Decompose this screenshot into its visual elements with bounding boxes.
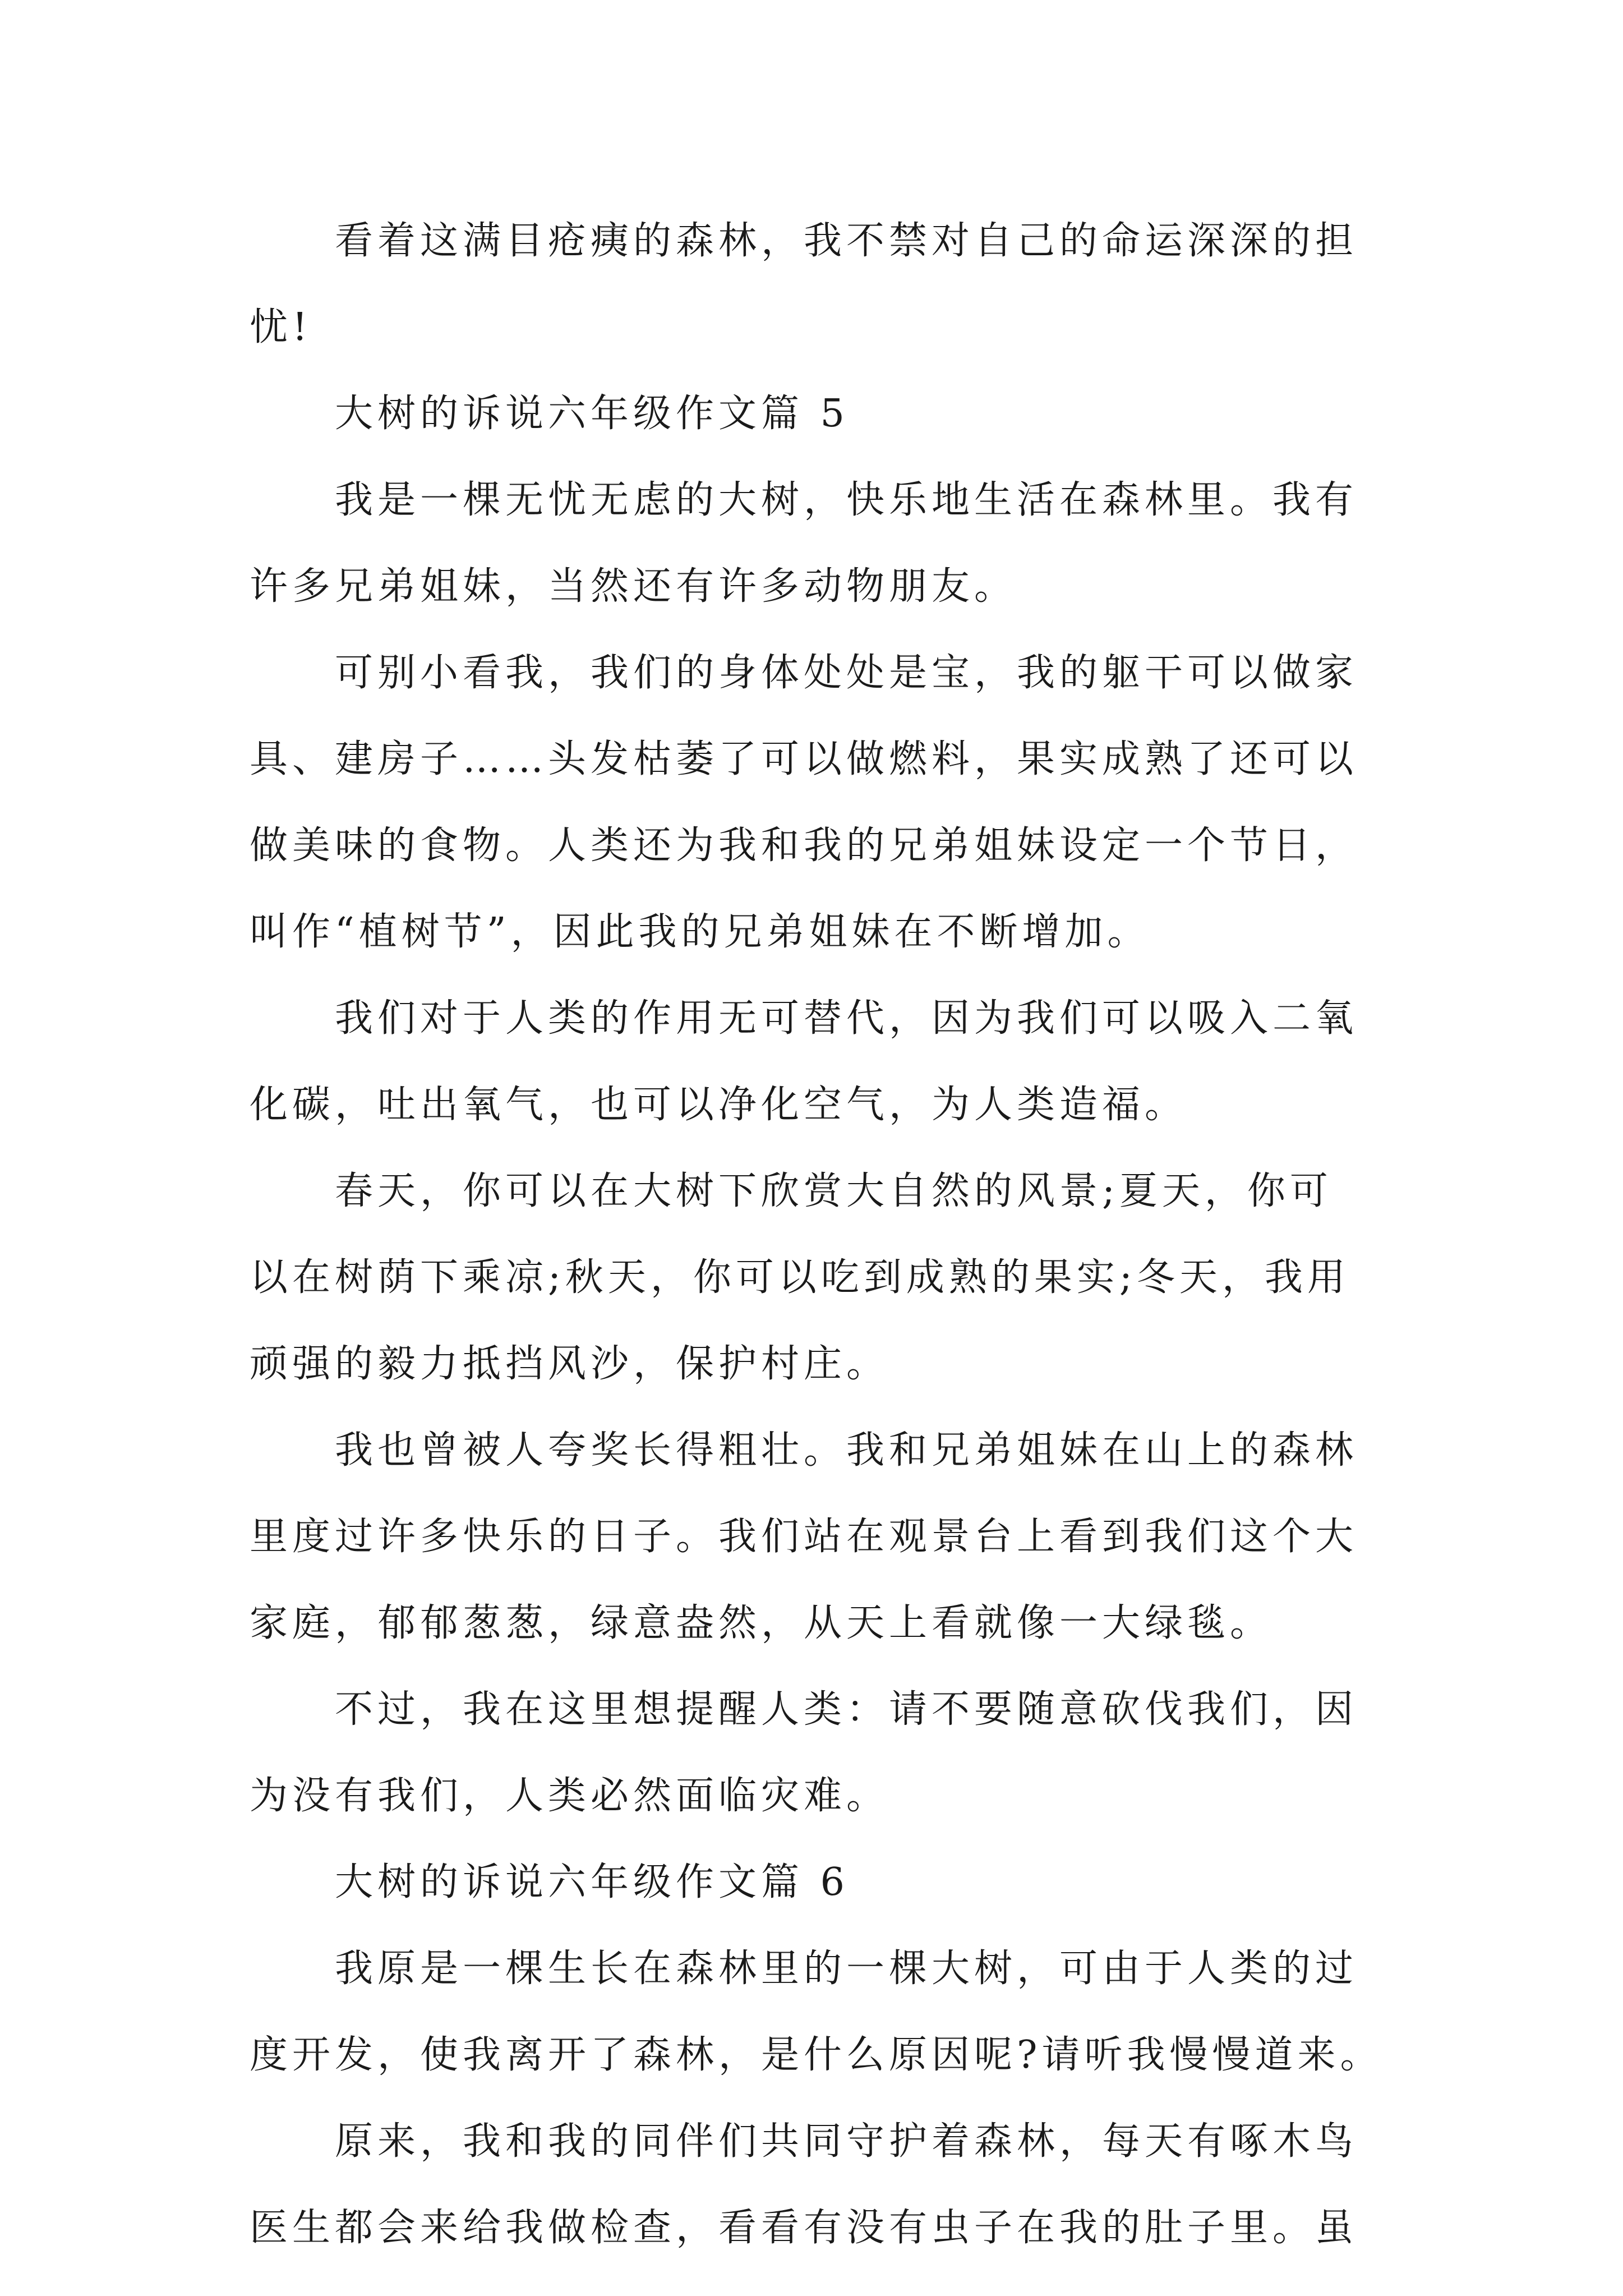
text-line: 里度过许多快乐的日子。我们站在观景台上看到我们这个大: [250, 1515, 1358, 1559]
text-line: 忧!: [250, 305, 312, 349]
text-line: 以在树荫下乘凉;秋天，你可以吃到成熟的果实;冬天，我用: [250, 1255, 1350, 1300]
paragraph: [250, 1148, 1394, 1407]
text-line: 春天，你可以在大树下欣赏大自然的风景;夏天，你可: [335, 1169, 1332, 1213]
section-heading: [250, 371, 1394, 457]
text-line: 做美味的食物。人类还为我和我的兄弟姐妹设定一个节日，: [250, 823, 1358, 868]
paragraph: [250, 1926, 1394, 2099]
text-line: 家庭，郁郁葱葱，绿意盎然，从天上看就像一大绿毯。: [250, 1601, 1273, 1645]
heading-text: 大树的诉说六年级作文篇 5: [335, 392, 849, 436]
text-line: 顽强的毅力抵挡风沙，保护村庄。: [250, 1342, 889, 1386]
text-line: 可别小看我，我们的身体处处是宝，我的躯干可以做家: [335, 651, 1358, 695]
text-line: 不过，我在这里想提醒人类：请不要随意砍伐我们，因: [335, 1687, 1358, 1732]
text-line: 具、建房子……头发枯萎了可以做燃料，果实成熟了还可以: [250, 737, 1358, 781]
text-line: 为没有我们，人类必然面临灾难。: [250, 1774, 889, 1818]
text-line: 化碳，吐出氧气，也可以净化空气，为人类造福。: [250, 1083, 1188, 1127]
paragraph: [250, 457, 1394, 630]
document-body: [250, 198, 1394, 2271]
text-line: 我是一棵无忧无虑的大树，快乐地生活在森林里。我有: [335, 478, 1358, 522]
text-line: 叫作“植树节”，因此我的兄弟姐妹在不断增加。: [250, 910, 1150, 954]
paragraph: [250, 1407, 1394, 1667]
text-line: 我也曾被人夸奖长得粗壮。我和兄弟姐妹在山上的森林: [335, 1428, 1358, 1473]
paragraph: [250, 630, 1394, 976]
text-line: 看着这满目疮痍的森林，我不禁对自己的命运深深的担: [335, 219, 1358, 263]
paragraph: [250, 2099, 1394, 2271]
section-heading: [250, 1839, 1394, 1926]
text-line: 我原是一棵生长在森林里的一棵大树，可由于人类的过: [335, 1947, 1358, 1991]
text-line: 我们对于人类的作用无可替代，因为我们可以吸入二氧: [335, 996, 1358, 1041]
text-line: 度开发，使我离开了森林，是什么原因呢?请听我慢慢道来。: [250, 2033, 1383, 2077]
text-line: 医生都会来给我做检查，看看有没有虫子在我的肚子里。虽: [250, 2206, 1358, 2250]
text-line: 许多兄弟姐妹，当然还有许多动物朋友。: [250, 564, 1017, 609]
text-line: 原来，我和我的同伴们共同守护着森林，每天有啄木鸟: [335, 2119, 1358, 2164]
paragraph: [250, 198, 1394, 371]
paragraph: [250, 976, 1394, 1148]
paragraph: [250, 1667, 1394, 1839]
heading-text: 大树的诉说六年级作文篇 6: [335, 1860, 849, 1904]
